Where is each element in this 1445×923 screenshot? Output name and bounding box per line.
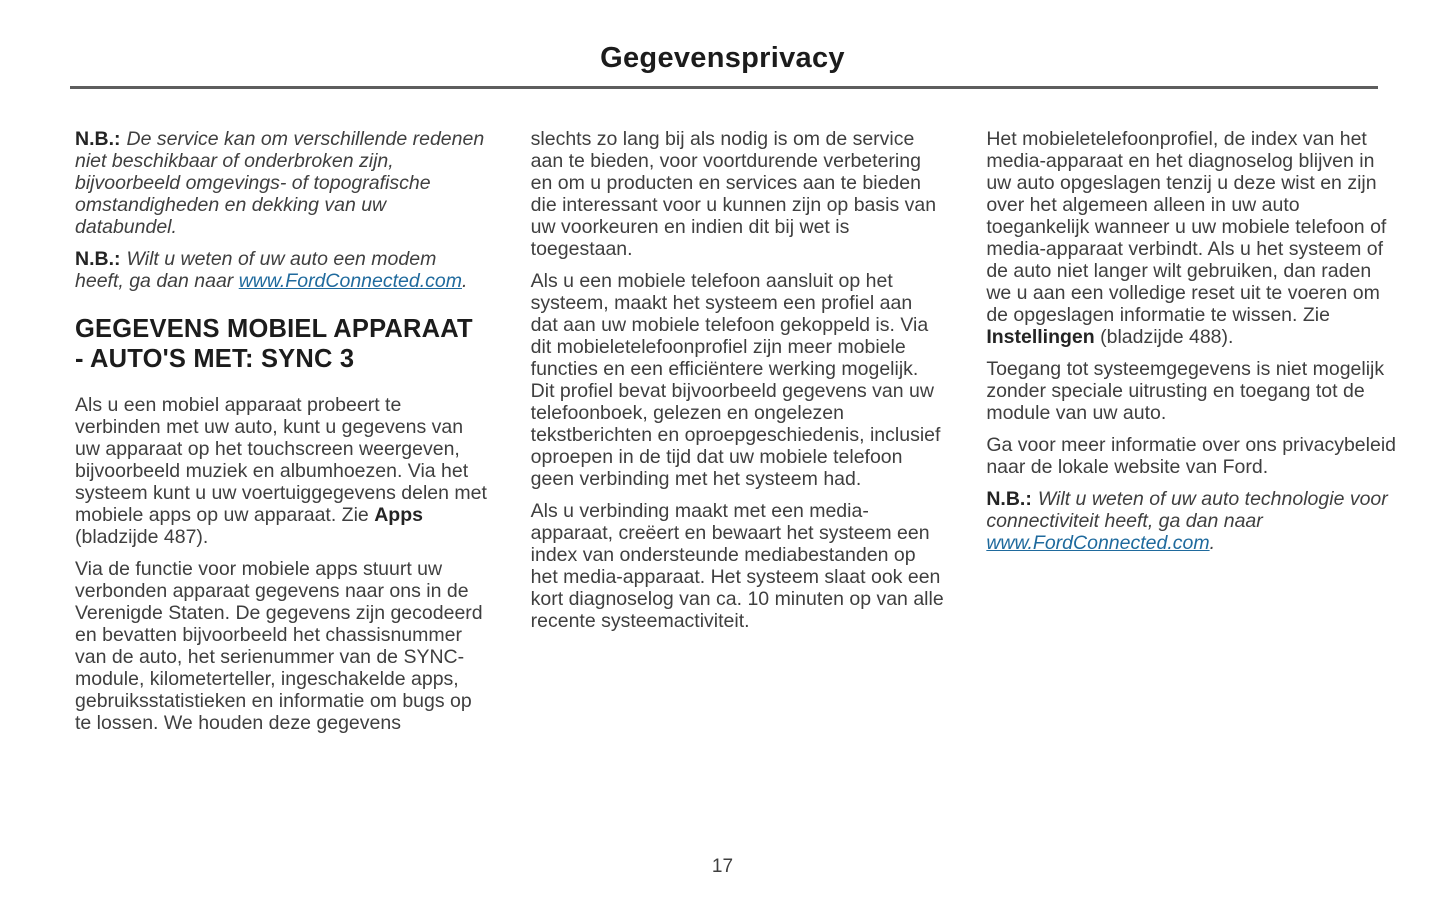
paragraph-text: Het mobieletelefoonprofiel, de index van het media-apparaat en het diagnoselog blijven in uw auto opgeslagen tenzij u deze wist en zijn over het algemeen alleen in uw auto toegankelijk wanneer u uw mobiele telefoon of media-apparaat verbindt. Als u het systeem of de auto niet langer wilt gebruiken, dan raden we u aan een volledige reset uit te voeren om de opgeslagen informatie te wissen. Zie [986, 128, 1387, 326]
title-divider [70, 86, 1378, 89]
paragraph-privacy-policy: Ga voor meer informatie over ons privacybeleid naar de lokale website van Ford. [986, 434, 1397, 478]
page-number: 17 [711, 856, 734, 877]
paragraph-suffix: (bladzijde 488). [1100, 326, 1234, 348]
note-suffix: . [1209, 532, 1216, 554]
column-3 [986, 128, 1400, 744]
nb-label: N.B.: [75, 248, 121, 270]
note-text: Wilt u weten of uw auto technologie voor connectiviteit heeft, ga dan naar [986, 488, 1388, 532]
paragraph-phone-profile: Als u een mobiele telefoon aansluit op het systeem, maakt het systeem een profiel aan dat aan uw mobiele telefoon gekoppeld is. Via dit mobieletelefoonprofiel zijn meer mobiele functies en een efficiëntere werking mogelijk. Dit profiel bevat bijvoorbeeld gegevens van uw telefoonboek, gelezen en ongelezen tekstberichten en oproepgeschiedenis, inclusief oproepen in de tijd dat uw mobiele telefoon geen verbinding met het systeem had. [530, 270, 941, 490]
paragraph-mobile-apps-data: Via de functie voor mobiele apps stuurt uw verbonden apparaat gegevens naar ons in de Verenigde Staten. De gegevens zijn gecodeerd en bevatten bijvoorbeeld het chassisnummer van de auto, het serienummer van de SYNC-module, kilometerteller, ingeschakelde apps, gebruiksstatistieken en informatie om bugs op te lossen. We houden deze gegevens [75, 558, 483, 734]
nb-label: N.B.: [75, 128, 121, 150]
paragraph-media-device-index: Als u verbinding maakt met een media-apparaat, creëert en bewaart het systeem een index van ondersteunde mediabestanden op het media-apparaat. Het systeem slaat ook een kort diagnoselog van ca. 10 minuten op van alle recente systeemactiviteit. [530, 500, 944, 632]
paragraph-system-data-access: Toegang tot systeemgegevens is niet mogelijk zonder speciale uitrusting en toegang tot de module van uw auto. [986, 358, 1385, 424]
nb-label: N.B.: [986, 488, 1032, 510]
note-text: Wilt u weten of uw auto een modem heeft, ga dan naar [75, 248, 437, 292]
paragraph-text: Als u een mobiel apparaat probeert te verbinden met uw auto, kunt u gegevens van uw apparaat op het touchscreen weergeven, bijvoorbeeld muziek en albumhoezen. Via het systeem kunt u uw voertuiggegevens delen met mobiele apps op uw apparaat. Zie [75, 394, 487, 526]
fordconnected-link[interactable]: www.FordConnected.com [238, 270, 462, 292]
section-heading-mobile-device-data: GEGEVENS MOBIEL APPARAAT - AUTO'S MET: SYNC 3 [75, 315, 473, 373]
paragraph-suffix: (bladzijde 487). [75, 526, 209, 548]
note-connectivity [986, 488, 1400, 554]
note-suffix: . [461, 270, 468, 292]
apps-reference: Apps [374, 504, 423, 526]
column-1 [75, 128, 489, 744]
note-service-availability [75, 128, 489, 238]
page-title: Gegevensprivacy [600, 42, 845, 74]
note-text: De service kan om verschillende redenen niet beschikbaar of onderbroken zijn, bijvoorbeeld omgevings- of topografische omstandigheden en dekking van uw databundel. [75, 128, 485, 238]
paragraph-device-connect [75, 394, 489, 548]
paragraph-data-retention: slechts zo lang bij als nodig is om de service aan te bieden, voor voortdurende verbetering en om u producten en services aan te bieden die interessant voor u kunnen zijn op basis van uw voorkeuren en indien dit bij wet is toegestaan. [530, 128, 937, 260]
settings-reference: Instellingen [986, 326, 1095, 348]
content-columns [75, 128, 1400, 744]
paragraph-stored-data-reset [986, 128, 1400, 348]
note-modem [75, 248, 489, 292]
fordconnected-link[interactable]: www.FordConnected.com [986, 532, 1210, 554]
column-2 [531, 128, 945, 744]
